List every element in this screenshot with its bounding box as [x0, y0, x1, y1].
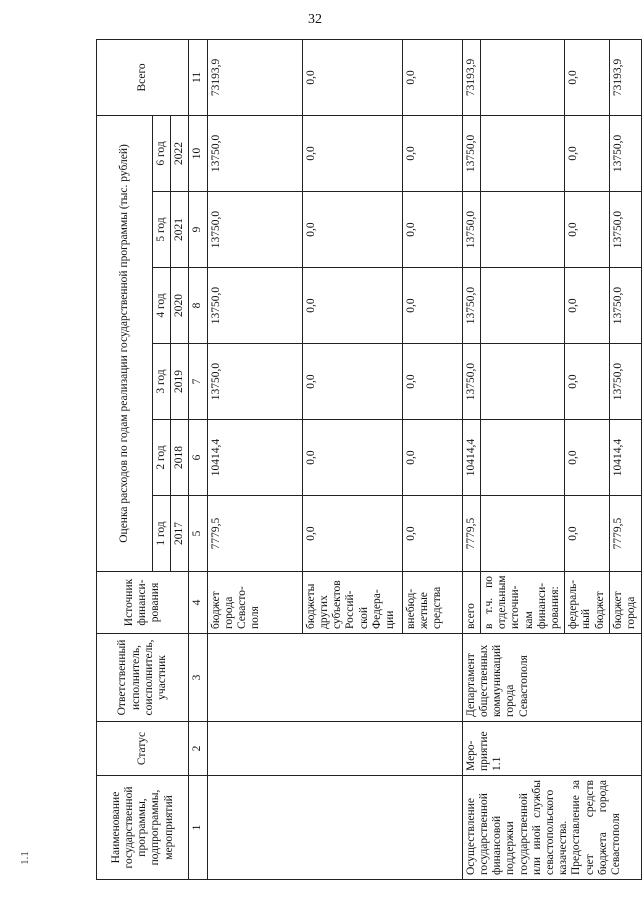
row-value: 0,0	[302, 496, 402, 572]
column-number-row	[189, 39, 207, 879]
row-value: 13750,0	[610, 268, 641, 344]
row-value: 0,0	[302, 39, 402, 115]
row-value: 0,0	[565, 268, 610, 344]
year-label-1: 1 год	[153, 496, 171, 572]
col-num: 10	[189, 115, 207, 191]
row-value: 0,0	[302, 344, 402, 420]
row-value: 0,0	[402, 39, 462, 115]
col-num: 8	[189, 268, 207, 344]
row-value: 0,0	[565, 192, 610, 268]
header-status: Статус	[97, 722, 189, 776]
row-value: 13750,0	[207, 192, 302, 268]
row-value	[480, 344, 564, 420]
row-value: 0,0	[302, 268, 402, 344]
row-value	[480, 192, 564, 268]
row-source: всего	[462, 572, 480, 634]
measure-executor: Департамент общественных коммуникаций города Севастополя	[462, 634, 641, 722]
row-value: 0,0	[565, 344, 610, 420]
row-value: 7779,5	[207, 496, 302, 572]
row-value: 0,0	[565, 39, 610, 115]
col-num: 7	[189, 344, 207, 420]
table-row	[207, 39, 302, 879]
cont-name-cell	[207, 776, 462, 880]
row-value: 0,0	[302, 192, 402, 268]
row-value: 13750,0	[462, 115, 480, 191]
year-num-3: 2019	[171, 344, 189, 420]
page-number: 32	[308, 12, 322, 27]
row-value: 13750,0	[610, 115, 641, 191]
year-num-6: 2022	[171, 115, 189, 191]
header-name: Наименование государственной программы, подпрограммы, мероприятий	[97, 776, 189, 880]
col-num: 4	[189, 572, 207, 634]
col-num: 9	[189, 192, 207, 268]
row-source: федераль-ный бюджет	[565, 572, 610, 634]
row-value: 0,0	[402, 420, 462, 496]
row-value	[480, 115, 564, 191]
header-executor: Ответственный исполнитель, соисполнитель, участник	[97, 634, 189, 722]
row-value: 0,0	[565, 420, 610, 496]
row-value: 0,0	[402, 268, 462, 344]
row-source: бюджеты других субъектов Россий-ской Федера-ции	[302, 572, 402, 634]
year-label-3: 3 год	[153, 344, 171, 420]
row-source: бюджет города	[610, 572, 641, 634]
row-source: внебюд-жетные средства	[402, 572, 462, 634]
col-num: 11	[189, 39, 207, 115]
year-num-4: 2020	[171, 268, 189, 344]
row-value	[480, 420, 564, 496]
row-value: 7779,5	[610, 496, 641, 572]
row-value: 13750,0	[462, 192, 480, 268]
row-value: 0,0	[402, 496, 462, 572]
row-value: 13750,0	[462, 344, 480, 420]
row-value: 0,0	[302, 115, 402, 191]
year-label-4: 4 год	[153, 268, 171, 344]
year-label-6: 6 год	[153, 115, 171, 191]
cont-status-cell	[207, 722, 462, 776]
row-value: 10414,4	[207, 420, 302, 496]
header-source: Источник финанси-рования	[97, 572, 189, 634]
row-value: 0,0	[302, 420, 402, 496]
year-num-5: 2021	[171, 192, 189, 268]
row-value: 13750,0	[207, 268, 302, 344]
margin-mark: 1.1	[18, 851, 31, 865]
year-label-2: 2 год	[153, 420, 171, 496]
row-value: 13750,0	[610, 192, 641, 268]
row-value: 13750,0	[207, 344, 302, 420]
col-num: 1	[189, 776, 207, 880]
col-num: 6	[189, 420, 207, 496]
year-num-2: 2018	[171, 420, 189, 496]
col-num: 2	[189, 722, 207, 776]
cont-executor-cell	[207, 634, 462, 722]
col-num: 5	[189, 496, 207, 572]
row-value: 73193,9	[610, 39, 641, 115]
year-num-1: 2017	[171, 496, 189, 572]
row-value: 13750,0	[610, 344, 641, 420]
row-value: 0,0	[402, 344, 462, 420]
row-value: 0,0	[402, 192, 462, 268]
row-value: 0,0	[402, 115, 462, 191]
row-value: 73193,9	[462, 39, 480, 115]
col-num: 3	[189, 634, 207, 722]
measure-name: Осуществление государственной финансовой поддержки государственной или иной службы севастопольского казачества. Предоставление за счет средств бюджета города Севастополя	[462, 776, 641, 880]
row-value	[480, 268, 564, 344]
row-value: 0,0	[565, 496, 610, 572]
row-source: бюджет города Севасто-поля	[207, 572, 302, 634]
year-label-5: 5 год	[153, 192, 171, 268]
budget-table	[96, 39, 642, 880]
header-row-1	[97, 39, 153, 879]
row-value: 13750,0	[462, 268, 480, 344]
row-value: 10414,4	[462, 420, 480, 496]
row-value	[480, 496, 564, 572]
row-value: 10414,4	[610, 420, 641, 496]
rotated-table-wrapper	[96, 40, 638, 880]
row-source: в т.ч. по отдельным источни-кам финанси-рования:	[480, 572, 564, 634]
row-value: 0,0	[565, 115, 610, 191]
header-total: Всего	[97, 39, 189, 115]
table-row	[462, 39, 480, 879]
row-value	[480, 39, 564, 115]
row-value: 7779,5	[462, 496, 480, 572]
header-estimate: Оценка расходов по годам реализации государственной программы (тыс. рублей)	[97, 115, 153, 571]
measure-status: Меро-приятие 1.1	[462, 722, 641, 776]
row-value: 13750,0	[207, 115, 302, 191]
row-value: 73193,9	[207, 39, 302, 115]
